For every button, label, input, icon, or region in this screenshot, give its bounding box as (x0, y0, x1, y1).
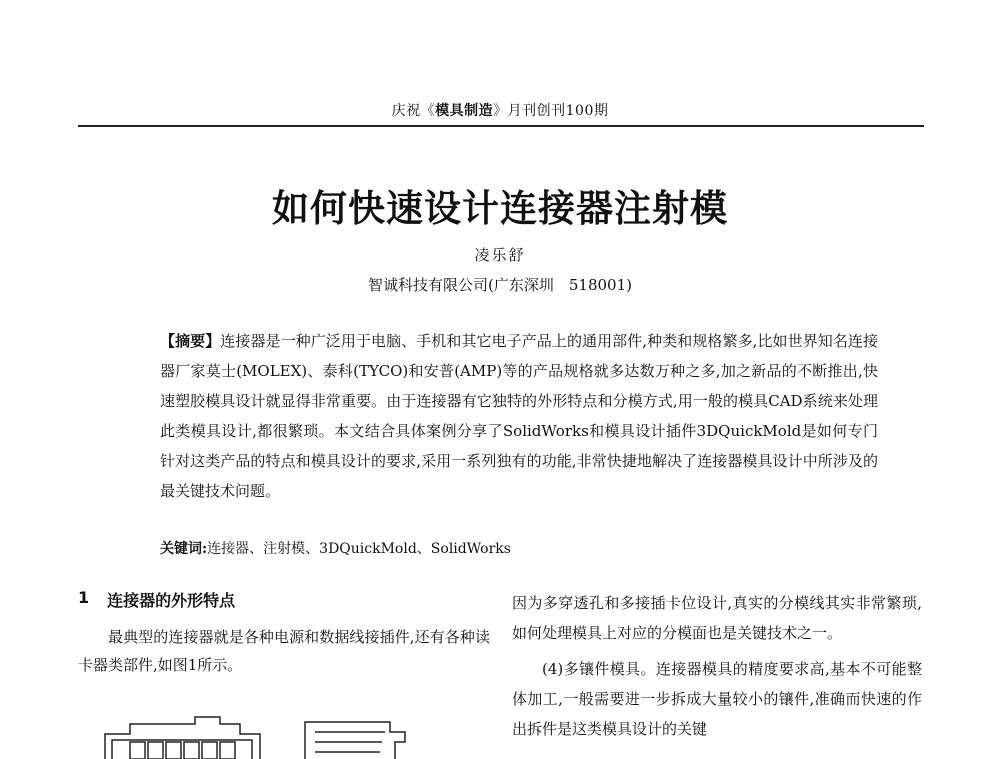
connector-pin-5 (202, 742, 217, 759)
connector-inner-line-right (315, 732, 385, 752)
keywords-text: 连接器、注射模、3DQuickMold、SolidWorks (207, 541, 511, 557)
section-number: 1 (78, 588, 90, 607)
connector-outline-left (105, 717, 260, 759)
running-header (0, 100, 1000, 120)
abstract-block (160, 326, 878, 506)
left-column (78, 588, 490, 679)
abstract-label: 【摘要】 (160, 332, 221, 350)
article-title: 如何快速设计连接器注射模 (272, 187, 728, 230)
section-title: 连接器的外形特点 (107, 591, 236, 610)
connector-outline-right (305, 722, 405, 759)
author-name: 凌乐舒 (474, 246, 526, 264)
connector-figure (100, 712, 460, 759)
header-rule (78, 125, 924, 127)
connector-inner-line-left (112, 740, 252, 759)
abstract-text: 连接器是一种广泛用于电脑、手机和其它电子产品上的通用部件,种类和规格繁多,比如世界知名连接器厂家莫士(MOLEX)、泰科(TYCO)和安普(AMP)等的产品规格就多达数万种之多,加之新品的不断推出,快速塑胶模具设计就显得非常重要。由于连接器有它独特的外形特点和分模方式,用一般的模具CAD系统来处理此类模具设计,都很繁琐。本文结合具体案例分享了SolidWorks和模具设计插件3DQuickMold是如何专门针对这类产品的特点和模具设计的要求,采用一系列独有的功能,非常快捷地解决了连接器模具设计中所涉及的最关键技术问题。 (160, 332, 878, 500)
journal-name: 模具制造 (435, 103, 494, 119)
connector-pin-1 (130, 742, 145, 759)
keywords-line (160, 538, 878, 558)
connector-pin-6 (220, 742, 235, 759)
header-prefix: 庆祝《 (391, 103, 436, 119)
right-paragraph-1: 因为多穿透孔和多接插卡位设计,真实的分模线其实非常繁琐,如何处理模具上对应的分模面也是关键技术之一。 (512, 594, 922, 642)
right-column (512, 588, 922, 744)
keywords-label: 关键词: (160, 541, 208, 557)
section-heading (78, 588, 490, 611)
section-paragraph: 最典型的连接器就是各种电源和数据线接插件,还有各种读卡器类部件,如图1所示。 (78, 628, 490, 674)
author-affiliation: 智诚科技有限公司(广东深圳 518001) (368, 276, 632, 294)
connector-pin-2 (148, 742, 163, 759)
header-suffix: 》月刊创刊100期 (493, 103, 609, 119)
connector-pin-3 (166, 742, 181, 759)
connector-pin-4 (184, 742, 199, 759)
right-paragraph-2: (4)多镶件模具。连接器模具的精度要求高,基本不可能整体加工,一般需要进一步拆成大量较小的镶件,准确而快速的作出拆件是这类模具设计的关键 (512, 660, 922, 738)
